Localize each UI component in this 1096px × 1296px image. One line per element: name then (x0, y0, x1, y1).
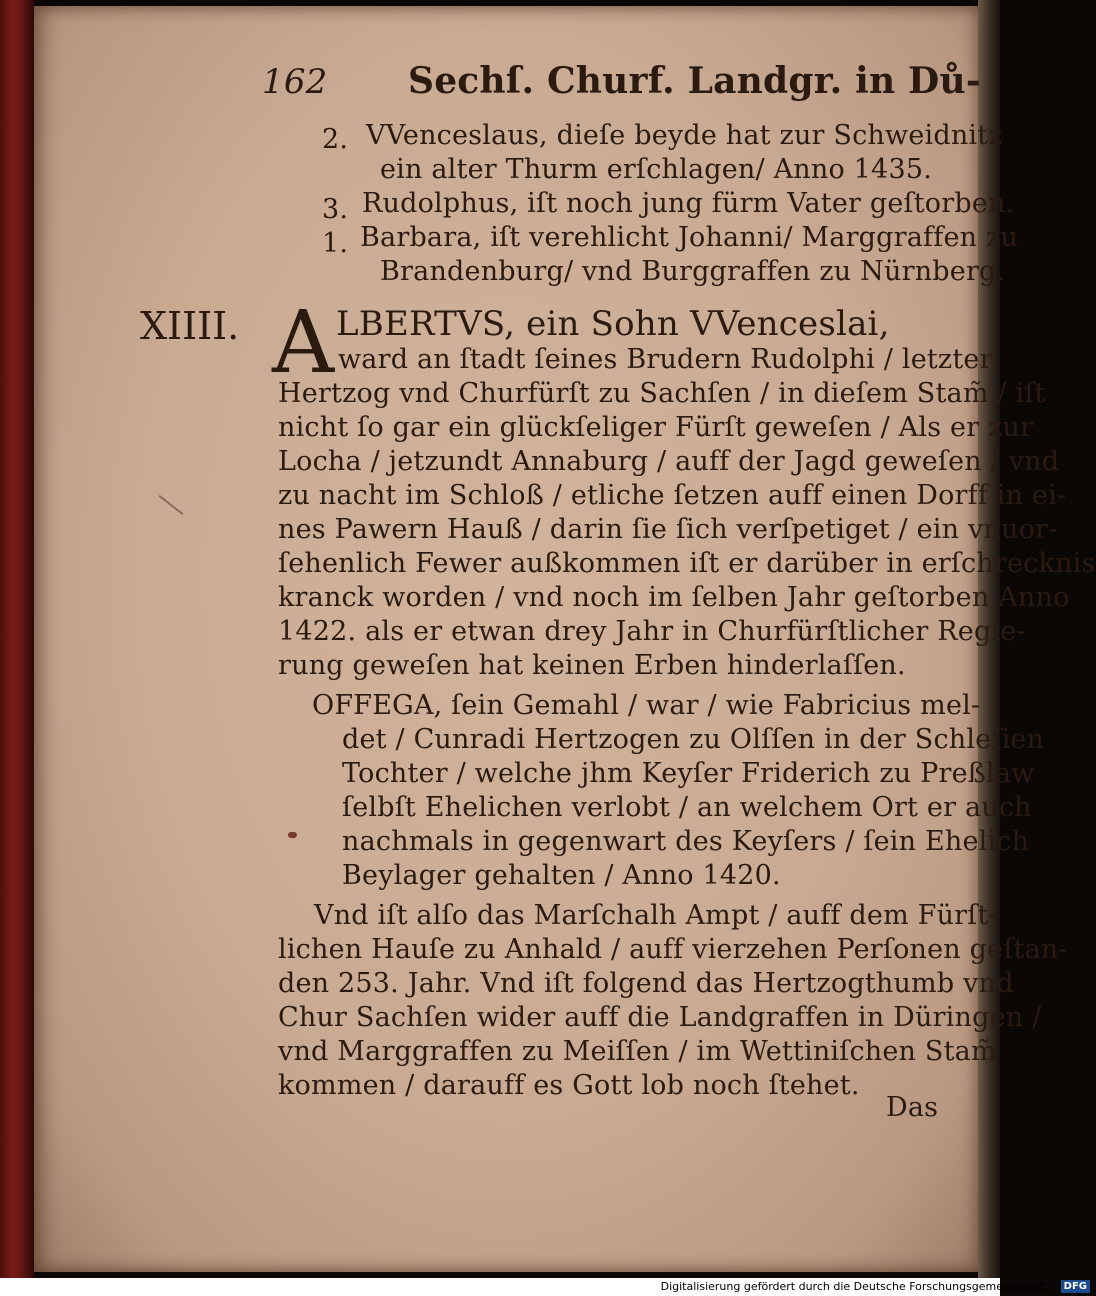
list-line: ein alter Thurm erſchlagen/ Anno 1435. (380, 154, 932, 185)
book-binding (0, 0, 34, 1278)
drop-capital: A (272, 293, 335, 393)
catchword: Das (886, 1092, 939, 1123)
ink-mark (288, 832, 297, 838)
section-line: Hertzog vnd Churfürſt zu Sachſen / in dieſem Stam̃ / iſt (278, 378, 1046, 409)
list-number: 3. (322, 194, 349, 225)
list-number: 1. (322, 228, 349, 259)
section-line: rung geweſen hat keinen Erben hinderlaſſen. (278, 650, 906, 681)
section-line: 1422. als er etwan drey Jahr in Churfürſtlicher Regie- (278, 616, 1026, 647)
spouse-line: Tochter / welche jhm Keyſer Friderich zu Preßlaw (342, 758, 1035, 789)
page-number: 162 (262, 62, 328, 102)
section-first-line: LBERTVS, ein Sohn VVenceslai, (336, 304, 890, 344)
closing-line: lichen Hauſe zu Anhald / auff vierzehen Perſonen geſtan- (278, 934, 1068, 965)
closing-line: Vnd iſt alſo das Marſchalh Ampt / auff dem Fürſt- (314, 900, 998, 931)
spouse-line: det / Cunradi Hertzogen zu Olſſen in der Schleſien (342, 724, 1045, 755)
footer-credit: Digitalisierung gefördert durch die Deutsche Forschungsgemeinschaft - (660, 1280, 1054, 1293)
spouse-line: nachmals in gegenwart des Keyſers / ſein Ehelich (342, 826, 1030, 857)
section-line: Locha / jetzundt Annaburg / auff der Jagd geweſen / vnd (278, 446, 1060, 477)
running-title: Sechſ. Churf. Landgr. in Dů- (408, 60, 981, 102)
section-roman-numeral: XIIII. (140, 304, 240, 348)
section-line: ſehenlich Fewer außkommen iſt er darüber in erſchrecknis (278, 548, 1096, 579)
section-line: ward an ſtadt ſeines Brudern Rudolphi / letzter (338, 344, 993, 375)
list-number: 2. (322, 124, 349, 155)
section-line: kranck worden / vnd noch im ſelben Jahr geſtorben Anno (278, 582, 1070, 613)
spouse-line: ſelbſt Ehelichen verlobt / an welchem Ort er auch (342, 792, 1032, 823)
closing-line: Chur Sachſen wider auff die Landgraffen in Düringen / (278, 1002, 1042, 1033)
spouse-line: OFFEGA, ſein Gemahl / war / wie Fabricius mel- (312, 690, 981, 721)
section-line: nes Pawern Hauß / darin ſie ſich verſpetiget / ein vnuor- (278, 514, 1058, 545)
closing-line: kommen / darauff es Gott lob noch ſtehet. (278, 1070, 860, 1101)
closing-line: den 253. Jahr. Vnd iſt folgend das Hertzogthumb vnd (278, 968, 1014, 999)
list-line: Barbara, iſt verehlicht Johanni/ Marggraffen zu (360, 222, 1019, 253)
spouse-line: Beylager gehalten / Anno 1420. (342, 860, 781, 891)
section-line: nicht ſo gar ein glückſeliger Fürſt geweſen / Als er zur (278, 412, 1034, 443)
list-line: Rudolphus, iſt noch jung fürm Vater geſtorben. (362, 188, 1015, 219)
list-line: Brandenburg/ vnd Burggraffen zu Nürnberg. (380, 256, 1006, 287)
list-line: VVenceslaus, dieſe beyde hat zur Schweidnitz (366, 120, 1003, 151)
dfg-logo-icon[interactable]: DFG (1061, 1280, 1090, 1293)
closing-line: vnd Marggraffen zu Meiſſen / im Wettiniſchen Stam̃ (278, 1036, 997, 1067)
section-line: zu nacht im Schloß / etliche ſetzen auff einen Dorff in ei- (278, 480, 1067, 511)
